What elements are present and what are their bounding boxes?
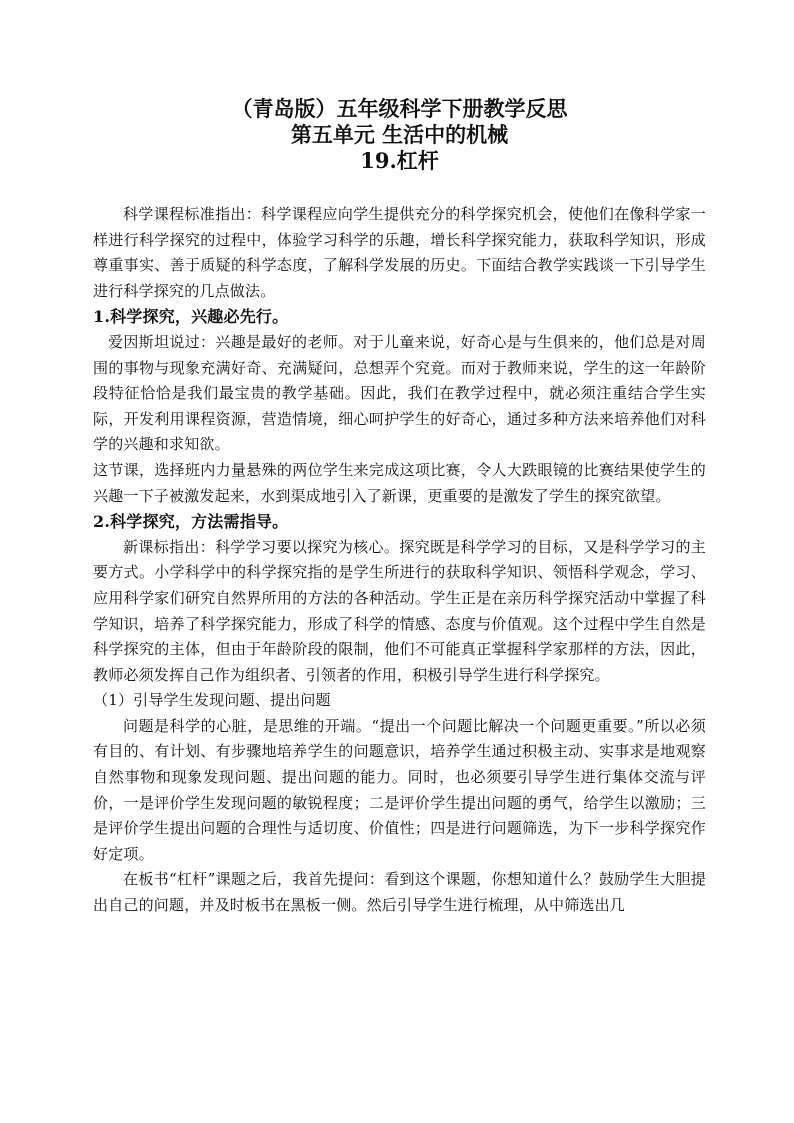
title-line-1: （青岛版）五年级科学下册教学反思 <box>231 96 568 121</box>
section-heading-2: 2.科学探究，方法需指导。 <box>93 512 289 532</box>
subheading-1: （1）引导学生发现问题、提出问题 <box>93 691 331 710</box>
paragraph-intro: 科学课程标准指出：科学课程应向学生提供充分的科学探究机会，使他们在像科学家一样进行科学探究的过程中，体验学习科学的乐趣，增长科学探究能力，获取科学知识，形成尊重事实、善于质疑的科学态度，了解科学发展的历史。下面结合教学实践谈一下引导学生进行科学探究的几点做法。 <box>93 205 706 300</box>
title-line-2: 第五单元 生活中的机械 <box>290 122 509 147</box>
paragraph-method: 新课标指出：科学学习要以探究为核心。探究既是科学学习的目标，又是科学学习的主要方式。小学科学中的科学探究指的是学生所进行的获取科学知识、领悟科学观念，学习、应用科学家们研究自然界所用的方法的各种活动。学生正是在亲历科学探究活动中掌握了科学知识，培养了科学探究能力，形成了科学的情感、态度与价值观。这个过程中学生自然是科学探究的主体，但由于年龄阶段的限制，他们不可能真正掌握科学家那样的方法，因此，教师必须发挥自己作为组织者、引领者的作用，积极引导学生进行科学探究。 <box>93 537 706 684</box>
document-title <box>93 96 706 174</box>
section-heading-1: 1.科学探究，兴趣必先行。 <box>93 307 289 327</box>
paragraph-questions: 问题是科学的心脏，是思维的开端。“提出一个问题比解决一个问题更重要。”所以必须有目的、有计划、有步骤地培养学生的问题意识，培养学生通过积极主动、实事求是地观察自然事物和现象发现问题、提出问题的能力。同时，也必须要引导学生进行集体交流与评价，一是评价学生发现问题的敏锐程度；二是评价学生提出问题的勇气，给学生以激励；三是评价学生提出问题的合理性与适切度、价值性；四是进行问题筛选，为下一步科学探究作好定项。 <box>93 716 706 863</box>
paragraph-lever-lesson: 在板书“杠杆”课题之后，我首先提问：看到这个课题，你想知道什么？鼓励学生大胆提出自己的问题，并及时板书在黑板一侧。然后引导学生进行梳理，从中筛选出几 <box>93 870 706 915</box>
paragraph-interest: 爱因斯坦说过：兴趣是最好的老师。对于儿童来说，好奇心是与生俱来的，他们总是对周围的事物与现象充满好奇、充满疑问，总想弄个究竟。而对于教师来说，学生的这一年龄阶段特征恰恰是我们最宝贵的教学基础。因此，我们在教学过程中，就必须注重结合学生实际，开发利用课程资源，营造情境，细心呵护学生的好奇心，通过多种方法来培养他们对科学的兴趣和求知欲。 <box>93 332 706 454</box>
document-body <box>93 202 706 919</box>
title-line-3: 19.杠杆 <box>360 148 439 173</box>
paragraph-competition: 这节课，选择班内力量悬殊的两位学生来完成这项比赛，令人大跌眼镜的比赛结果使学生的兴趣一下子被激发起来，水到渠成地引入了新课，更重要的是激发了学生的探究欲望。 <box>93 460 706 505</box>
